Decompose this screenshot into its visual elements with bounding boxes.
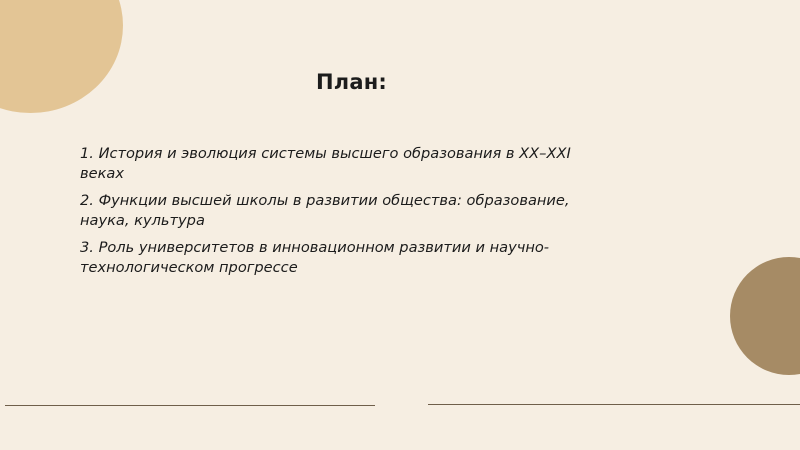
plan-item-2: 2. Функции высшей школы в развитии общества: образование, наука, культура (80, 192, 570, 229)
slide-title: План: (316, 70, 388, 94)
divider-left (5, 405, 375, 406)
plan-item-1: 1. История и эволюция системы высшего образования в XX–XXI веках (80, 145, 571, 182)
decorative-circle-bottom-right (730, 257, 800, 375)
plan-item-3: 3. Роль университетов в инновационном развитии и научно-технологическом прогрессе (80, 239, 550, 276)
plan-list (80, 144, 580, 285)
divider-right (428, 404, 800, 405)
decorative-circle-top-left (0, 0, 123, 113)
